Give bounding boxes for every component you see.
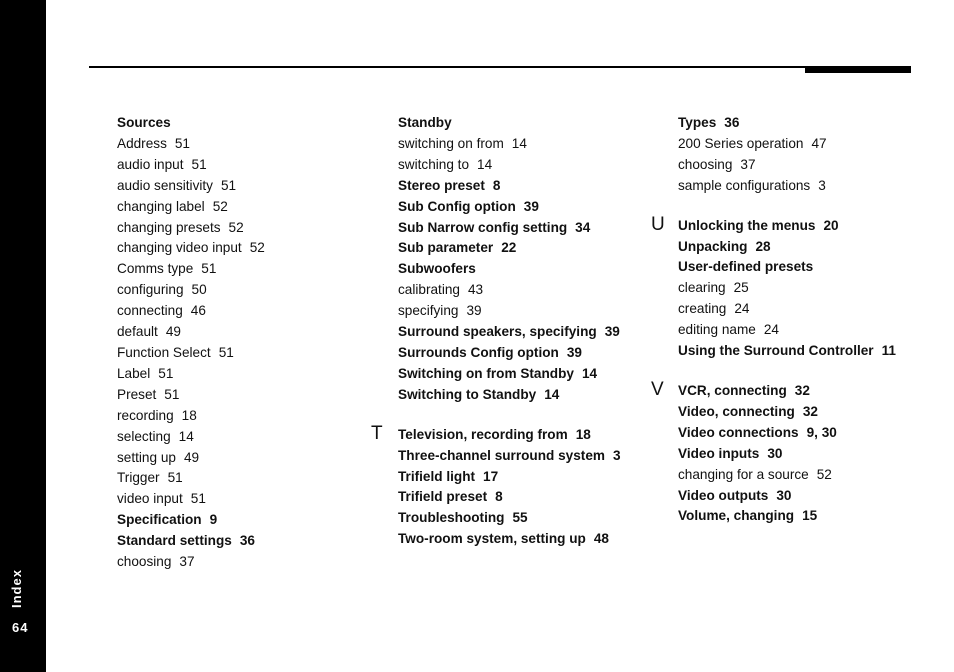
page-reference: 47 <box>811 135 827 151</box>
index-term: Video outputs <box>678 487 769 503</box>
index-term: recording <box>117 407 174 423</box>
index-term: Video inputs <box>678 445 760 461</box>
index-entry <box>678 113 914 134</box>
section-letter: U <box>651 213 665 235</box>
index-term: Two-room system, setting up <box>398 531 586 547</box>
section-letter: V <box>651 378 664 400</box>
index-term: Function Select <box>117 344 211 360</box>
index-term: Surround speakers, specifying <box>398 324 597 340</box>
page-reference: 39 <box>466 303 482 319</box>
index-term: Switching to Standby <box>398 386 537 402</box>
index-entry <box>398 487 643 508</box>
index-term: creating <box>678 301 727 317</box>
index-term: Surrounds Config option <box>398 344 559 360</box>
page-reference: 50 <box>191 282 207 298</box>
index-term: Trifield preset <box>398 489 488 505</box>
page-reference: 14 <box>178 428 194 444</box>
index-term: changing presets <box>117 219 221 235</box>
index-entry <box>398 529 643 550</box>
page-reference: 32 <box>794 382 810 398</box>
index-entry <box>678 402 914 423</box>
index-term: User-defined presets <box>678 259 814 275</box>
index-term: editing name <box>678 322 756 338</box>
index-term: specifying <box>398 303 459 319</box>
index-entry <box>678 444 914 465</box>
index-term: switching to <box>398 156 470 172</box>
index-entry <box>371 422 643 446</box>
index-entry <box>117 113 362 134</box>
index-entry <box>678 506 914 527</box>
page-reference: 37 <box>179 554 195 570</box>
index-entry <box>117 301 362 322</box>
index-entry <box>398 155 643 176</box>
index-entry <box>678 423 914 444</box>
header-rule-accent <box>805 66 911 73</box>
index-term: Switching on from Standby <box>398 365 574 381</box>
letter-section-gap <box>678 197 914 216</box>
index-entry <box>117 468 362 489</box>
page-reference: 51 <box>218 344 234 360</box>
header-rule <box>89 66 911 68</box>
index-term: Three-channel surround system <box>398 447 605 463</box>
page-reference: 46 <box>190 303 206 319</box>
page-reference: 22 <box>501 240 517 256</box>
page-reference: 39 <box>604 324 620 340</box>
index-entry <box>117 197 362 218</box>
index-term: calibrating <box>398 282 460 298</box>
page-reference: 30 <box>776 487 792 503</box>
page-reference: 36 <box>239 533 255 549</box>
index-entry <box>398 113 643 134</box>
page-reference: 55 <box>512 510 528 526</box>
page-reference: 18 <box>181 407 197 423</box>
page-reference: 28 <box>755 238 771 254</box>
index-entry <box>398 218 643 239</box>
index-entry <box>678 486 914 507</box>
index-term: changing label <box>117 198 205 214</box>
index-entry <box>678 155 914 176</box>
index-entry <box>398 197 643 218</box>
index-term: Types <box>678 115 717 130</box>
page-reference: 51 <box>164 386 180 402</box>
index-entry <box>117 238 362 259</box>
page-reference: 25 <box>733 280 749 296</box>
index-entry <box>117 552 362 573</box>
index-term: Stereo preset <box>398 177 485 193</box>
index-entry <box>678 257 914 278</box>
index-term: Troubleshooting <box>398 510 505 526</box>
index-term: choosing <box>117 554 172 570</box>
page-reference: 36 <box>724 115 740 130</box>
index-entry <box>398 508 643 529</box>
index-entry <box>398 301 643 322</box>
index-term: Volume, changing <box>678 508 795 524</box>
index-term: selecting <box>117 428 171 444</box>
page-reference: 51 <box>167 470 183 486</box>
index-term: audio sensitivity <box>117 177 213 193</box>
index-entry <box>117 176 362 197</box>
index-term: Preset <box>117 386 157 402</box>
index-term: Address <box>117 135 167 151</box>
index-entry <box>678 176 914 197</box>
index-entry <box>678 299 914 320</box>
section-letter: T <box>371 422 383 444</box>
page-reference: 51 <box>220 177 237 193</box>
index-term: switching on from <box>398 135 504 151</box>
page-reference: 14 <box>477 156 493 172</box>
index-term: Standby <box>398 115 452 130</box>
index-entry <box>117 134 362 155</box>
page-reference: 52 <box>816 466 832 482</box>
index-term: Sources <box>117 115 171 130</box>
index-entry <box>651 213 914 237</box>
index-entry <box>117 259 362 280</box>
index-term: Sub Config option <box>398 198 516 214</box>
page-reference: 24 <box>734 301 750 317</box>
index-entry <box>117 510 362 531</box>
index-entry <box>398 134 643 155</box>
page-reference: 9 <box>209 512 218 528</box>
index-column-1 <box>117 113 362 573</box>
index-term: changing video input <box>117 240 242 256</box>
index-term: Video, connecting <box>678 403 795 419</box>
index-entry <box>678 320 914 341</box>
index-entry <box>117 406 362 427</box>
index-entry <box>117 280 362 301</box>
page-reference: 8 <box>495 489 503 505</box>
index-term: video input <box>117 491 183 507</box>
page-reference: 15 <box>802 508 818 524</box>
index-term: Subwoofers <box>398 261 476 277</box>
page-reference: 52 <box>212 198 228 214</box>
index-term: Sub Narrow config setting <box>398 219 568 235</box>
page-reference: 52 <box>249 240 265 256</box>
page-reference: 30 <box>767 445 783 461</box>
page-reference: 11 <box>881 343 896 359</box>
page-reference: 43 <box>467 282 484 298</box>
letter-section-gap <box>398 406 643 425</box>
page-reference: 37 <box>740 156 756 172</box>
index-entry <box>398 280 643 301</box>
index-entry <box>678 237 914 258</box>
index-term: Unpacking <box>678 238 748 254</box>
index-term: clearing <box>678 280 726 296</box>
index-entry <box>398 343 643 364</box>
page-reference: 14 <box>511 135 527 151</box>
page-reference: 9, 30 <box>806 424 837 440</box>
index-entry <box>117 531 362 552</box>
index-term: Trifield light <box>398 468 476 484</box>
index-entry <box>678 341 914 362</box>
page-reference: 3 <box>818 177 826 193</box>
index-entry <box>117 448 362 469</box>
index-entry <box>398 176 643 197</box>
index-entry <box>117 385 362 406</box>
index-entry <box>398 238 643 259</box>
page-reference: 51 <box>191 156 207 172</box>
index-term: 200 Series operation <box>678 135 804 151</box>
page-reference: 3 <box>612 447 621 463</box>
index-entry <box>117 427 362 448</box>
page-reference: 14 <box>581 365 598 381</box>
index-column-3 <box>651 113 914 527</box>
index-entry <box>398 467 643 488</box>
index-term: Video connections <box>678 424 799 440</box>
index-term: Sub parameter <box>398 240 494 256</box>
index-entry <box>117 155 362 176</box>
index-entry <box>117 343 362 364</box>
index-term: Specification <box>117 512 202 528</box>
index-term: Trigger <box>117 470 160 486</box>
sidebar <box>0 0 46 672</box>
page-reference: 14 <box>544 386 560 402</box>
page-reference: 39 <box>523 198 539 214</box>
page-reference: 48 <box>593 531 609 547</box>
page-reference: 49 <box>165 324 181 340</box>
index-term: Television, recording from <box>398 426 568 442</box>
index-term: choosing <box>678 156 733 172</box>
section-label: Index <box>9 569 24 608</box>
page-reference: 39 <box>566 344 582 360</box>
index-entry <box>117 322 362 343</box>
index-entry <box>117 218 362 239</box>
index-term: Standard settings <box>117 533 232 549</box>
index-term: connecting <box>117 303 183 319</box>
page-reference: 34 <box>575 219 591 235</box>
index-entry <box>398 446 643 467</box>
index-term: sample configurations <box>678 177 811 193</box>
index-entry <box>398 259 643 280</box>
page-reference: 18 <box>575 426 591 442</box>
page-number: 64 <box>12 620 29 635</box>
index-term: default <box>117 324 158 340</box>
index-entry <box>398 322 643 343</box>
page-reference: 51 <box>190 491 206 507</box>
page-reference: 51 <box>174 135 190 151</box>
page-reference: 51 <box>201 261 217 277</box>
index-term: changing for a source <box>678 466 809 482</box>
index-column-2 <box>371 113 643 550</box>
index-entry <box>651 378 914 402</box>
index-entry <box>678 278 914 299</box>
index-entry <box>678 134 914 155</box>
index-term: Unlocking the menus <box>678 217 816 233</box>
page-reference: 32 <box>802 403 818 419</box>
index-term: Comms type <box>117 261 194 277</box>
page-reference: 52 <box>228 219 244 235</box>
page-reference: 24 <box>763 322 779 338</box>
index-entry <box>398 364 643 385</box>
page-reference: 51 <box>158 365 174 381</box>
index-term: configuring <box>117 282 184 298</box>
index-term: audio input <box>117 156 184 172</box>
index-term: VCR, connecting <box>678 382 787 398</box>
index-entry <box>117 364 362 385</box>
index-term: setting up <box>117 449 176 465</box>
index-entry <box>398 385 643 406</box>
page-reference: 17 <box>483 468 499 484</box>
index-term: Using the Surround Controller <box>678 343 874 359</box>
index-entry <box>678 465 914 486</box>
page-reference: 49 <box>183 449 200 465</box>
index-term: Label <box>117 365 151 381</box>
page-reference: 8 <box>492 177 501 193</box>
page-reference: 20 <box>823 217 839 233</box>
index-entry <box>117 489 362 510</box>
letter-section-gap <box>678 362 914 381</box>
